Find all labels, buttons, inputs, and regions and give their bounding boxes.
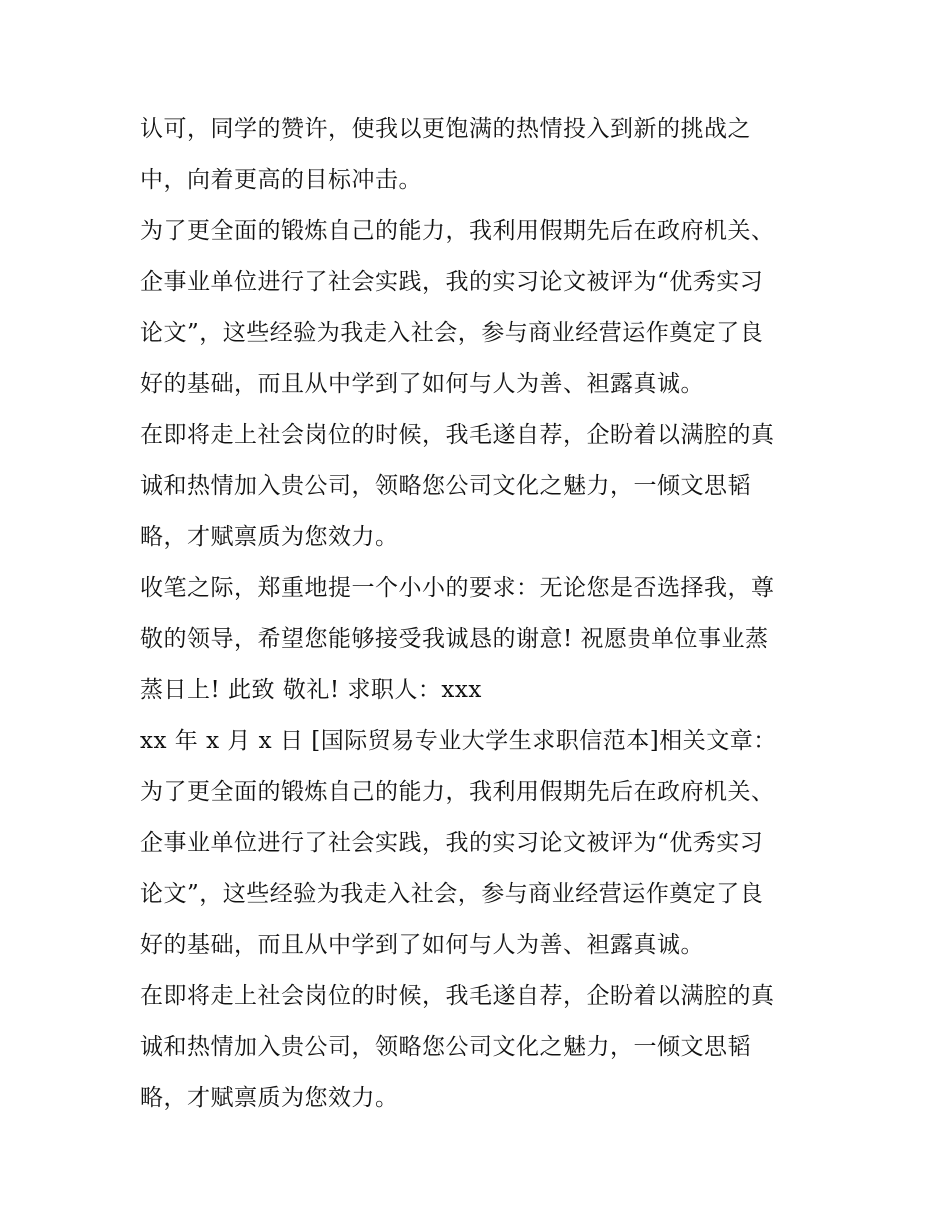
text-line: 在即将走上社会岗位的时候，我毛遂自荐，企盼着以满腔的真 — [140, 983, 775, 1009]
text-line: 收笔之际，郑重地提一个小小的要求：无论您是否选择我，尊 — [140, 575, 775, 601]
text-line: 为了更全面的锻炼自己的能力，我利用假期先后在政府机关、 — [140, 779, 775, 805]
text-line: xx 年 x 月 x 日 [国际贸易专业大学生求职信范本]相关文章： — [140, 728, 777, 754]
text-line: 在即将走上社会岗位的时候，我毛遂自荐，企盼着以满腔的真 — [140, 422, 775, 448]
text-line: 诚和热情加入贵公司，领略您公司文化之魅力，一倾文思韬 — [140, 1034, 751, 1060]
text-line: 企事业单位进行了社会实践，我的实习论文被评为“优秀实习 — [140, 269, 764, 295]
text-line: 诚和热情加入贵公司，领略您公司文化之魅力，一倾文思韬 — [140, 473, 751, 499]
text-line: 企事业单位进行了社会实践，我的实习论文被评为“优秀实习 — [140, 830, 764, 856]
text-line: 为了更全面的锻炼自己的能力，我利用假期先后在政府机关、 — [140, 218, 775, 244]
text-line: 论文”，这些经验为我走入社会，参与商业经营运作奠定了良 — [140, 881, 764, 907]
text-line: 论文”，这些经验为我走入社会，参与商业经营运作奠定了良 — [140, 320, 764, 346]
document-body — [140, 104, 820, 1124]
text-line: 敬的领导，希望您能够接受我诚恳的谢意! 祝愿贵单位事业蒸 — [140, 626, 769, 652]
text-line: 略，才赋禀质为您效力。 — [140, 1085, 399, 1111]
text-line: 略，才赋禀质为您效力。 — [140, 524, 399, 550]
text-line: 认可，同学的赞许，使我以更饱满的热情投入到新的挑战之 — [140, 116, 751, 142]
text-line: 蒸日上! 此致 敬礼! 求职人：xxx — [140, 677, 482, 703]
text-line: 好的基础，而且从中学到了如何与人为善、袒露真诚。 — [140, 932, 704, 958]
text-line: 中，向着更高的目标冲击。 — [140, 167, 422, 193]
text-line: 好的基础，而且从中学到了如何与人为善、袒露真诚。 — [140, 371, 704, 397]
